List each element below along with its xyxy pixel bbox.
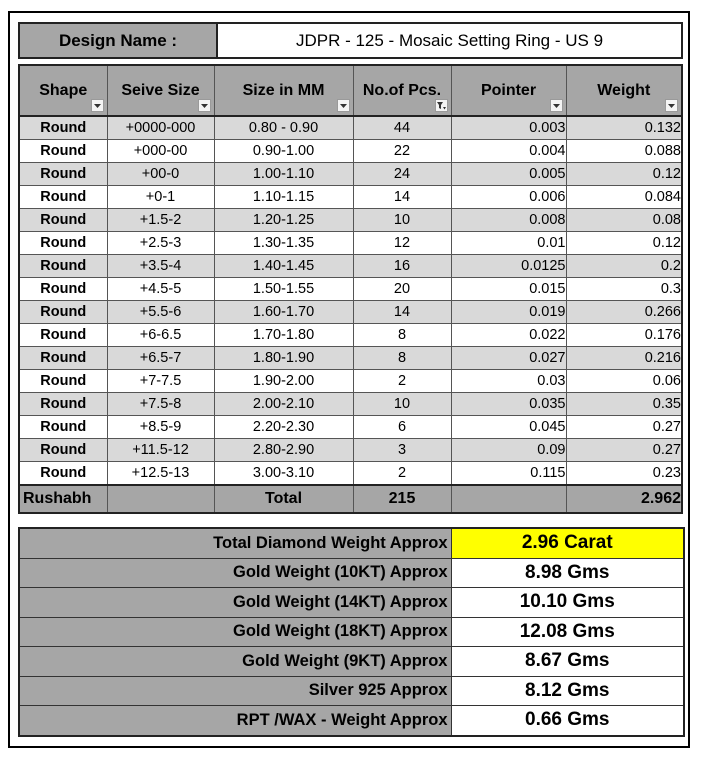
table-row bbox=[19, 163, 682, 186]
cell-shape[interactable]: Round bbox=[19, 347, 107, 370]
cell-weight[interactable]: 0.08 bbox=[566, 209, 682, 232]
cell-size-mm[interactable]: 2.00-2.10 bbox=[214, 393, 353, 416]
cell-pieces[interactable]: 12 bbox=[353, 232, 451, 255]
table-header-row bbox=[19, 65, 682, 116]
table-row bbox=[19, 278, 682, 301]
table-row bbox=[19, 416, 682, 439]
cell-weight[interactable]: 0.35 bbox=[566, 393, 682, 416]
summary-label[interactable]: RPT /WAX - Weight Approx bbox=[19, 706, 451, 736]
cell-pointer[interactable]: 0.0125 bbox=[451, 255, 566, 278]
design-name-header bbox=[18, 22, 683, 59]
cell-size-mm[interactable]: 3.00-3.10 bbox=[214, 462, 353, 486]
cell-size-mm[interactable]: 1.60-1.70 bbox=[214, 301, 353, 324]
table-row bbox=[19, 347, 682, 370]
column-header-label: No.of Pcs. bbox=[362, 81, 442, 99]
cell-size-mm[interactable]: 1.10-1.15 bbox=[214, 186, 353, 209]
summary-row bbox=[19, 588, 684, 618]
cell-shape[interactable]: Round bbox=[19, 393, 107, 416]
total-label[interactable]: Total bbox=[214, 485, 353, 513]
cell-weight[interactable]: 0.2 bbox=[566, 255, 682, 278]
cell-size-mm[interactable]: 1.40-1.45 bbox=[214, 255, 353, 278]
cell-sieve-size[interactable]: +11.5-12 bbox=[107, 439, 214, 462]
total-empty-cell[interactable] bbox=[451, 485, 566, 513]
cell-pieces[interactable]: 8 bbox=[353, 347, 451, 370]
cell-weight[interactable]: 0.27 bbox=[566, 416, 682, 439]
cell-pointer[interactable]: 0.09 bbox=[451, 439, 566, 462]
cell-pieces[interactable]: 2 bbox=[353, 370, 451, 393]
cell-sieve-size[interactable]: +6-6.5 bbox=[107, 324, 214, 347]
cell-weight[interactable]: 0.266 bbox=[566, 301, 682, 324]
total-weight[interactable]: 2.962 bbox=[566, 485, 682, 513]
table-row bbox=[19, 393, 682, 416]
cell-pieces[interactable]: 14 bbox=[353, 186, 451, 209]
design-name-label: Design Name : bbox=[20, 24, 218, 57]
design-name-value[interactable]: JDPR - 125 - Mosaic Setting Ring - US 9 bbox=[218, 24, 681, 57]
cell-sieve-size[interactable]: +1.5-2 bbox=[107, 209, 214, 232]
total-name[interactable]: Rushabh bbox=[19, 485, 107, 513]
total-pieces[interactable]: 215 bbox=[353, 485, 451, 513]
summary-value[interactable]: 2.96 Carat bbox=[451, 528, 684, 558]
cell-pieces[interactable]: 3 bbox=[353, 439, 451, 462]
summary-label[interactable]: Total Diamond Weight Approx bbox=[19, 528, 451, 558]
cell-sieve-size[interactable]: +000-00 bbox=[107, 140, 214, 163]
summary-value[interactable]: 10.10 Gms bbox=[451, 588, 684, 618]
cell-weight[interactable]: 0.23 bbox=[566, 462, 682, 486]
cell-size-mm[interactable]: 1.80-1.90 bbox=[214, 347, 353, 370]
cell-pointer[interactable]: 0.005 bbox=[451, 163, 566, 186]
cell-shape[interactable]: Round bbox=[19, 278, 107, 301]
cell-pointer[interactable]: 0.045 bbox=[451, 416, 566, 439]
cell-pointer[interactable]: 0.035 bbox=[451, 393, 566, 416]
cell-weight[interactable]: 0.216 bbox=[566, 347, 682, 370]
cell-pointer[interactable]: 0.015 bbox=[451, 278, 566, 301]
column-header-label: Pointer bbox=[480, 81, 537, 99]
cell-sieve-size[interactable]: +7.5-8 bbox=[107, 393, 214, 416]
cell-pointer[interactable]: 0.03 bbox=[451, 370, 566, 393]
cell-sieve-size[interactable]: +0-1 bbox=[107, 186, 214, 209]
cell-sieve-size[interactable]: +5.5-6 bbox=[107, 301, 214, 324]
summary-value[interactable]: 8.12 Gms bbox=[451, 676, 684, 706]
cell-sieve-size[interactable]: +8.5-9 bbox=[107, 416, 214, 439]
summary-value[interactable]: 12.08 Gms bbox=[451, 617, 684, 647]
cell-shape[interactable]: Round bbox=[19, 186, 107, 209]
stone-details-table bbox=[18, 64, 683, 514]
cell-sieve-size[interactable]: +3.5-4 bbox=[107, 255, 214, 278]
cell-pieces[interactable]: 20 bbox=[353, 278, 451, 301]
cell-sieve-size[interactable]: +4.5-5 bbox=[107, 278, 214, 301]
column-header-pointer bbox=[451, 65, 566, 116]
cell-pieces[interactable]: 6 bbox=[353, 416, 451, 439]
cell-pieces[interactable]: 24 bbox=[353, 163, 451, 186]
table-row bbox=[19, 186, 682, 209]
column-header-label: Seive Size bbox=[121, 81, 200, 99]
column-header-size-mm bbox=[214, 65, 353, 116]
cell-pointer[interactable]: 0.008 bbox=[451, 209, 566, 232]
cell-weight[interactable]: 0.06 bbox=[566, 370, 682, 393]
cell-weight[interactable]: 0.27 bbox=[566, 439, 682, 462]
column-header-label: Size in MM bbox=[242, 81, 325, 99]
total-row bbox=[19, 485, 682, 513]
cell-shape[interactable]: Round bbox=[19, 416, 107, 439]
column-header-pieces bbox=[353, 65, 451, 116]
summary-row bbox=[19, 528, 684, 558]
summary-label[interactable]: Gold Weight (10KT) Approx bbox=[19, 558, 451, 588]
summary-label[interactable]: Gold Weight (18KT) Approx bbox=[19, 617, 451, 647]
cell-shape[interactable]: Round bbox=[19, 301, 107, 324]
cell-shape[interactable]: Round bbox=[19, 324, 107, 347]
table-row bbox=[19, 462, 682, 486]
summary-row bbox=[19, 706, 684, 736]
cell-shape[interactable]: Round bbox=[19, 370, 107, 393]
dropdown-arrow-icon[interactable] bbox=[337, 99, 350, 112]
cell-pieces[interactable]: 22 bbox=[353, 140, 451, 163]
cell-size-mm[interactable]: 2.20-2.30 bbox=[214, 416, 353, 439]
filter-funnel-icon[interactable] bbox=[435, 99, 448, 112]
summary-label[interactable]: Silver 925 Approx bbox=[19, 676, 451, 706]
summary-row bbox=[19, 647, 684, 677]
column-header-shape bbox=[19, 65, 107, 116]
cell-pieces[interactable]: 8 bbox=[353, 324, 451, 347]
table-row bbox=[19, 370, 682, 393]
cell-size-mm[interactable]: 1.20-1.25 bbox=[214, 209, 353, 232]
column-header-sieve-size bbox=[107, 65, 214, 116]
cell-sieve-size[interactable]: +00-0 bbox=[107, 163, 214, 186]
cell-pointer[interactable]: 0.019 bbox=[451, 301, 566, 324]
summary-value[interactable]: 8.67 Gms bbox=[451, 647, 684, 677]
summary-label[interactable]: Gold Weight (9KT) Approx bbox=[19, 647, 451, 677]
table-row bbox=[19, 439, 682, 462]
column-header-label: Weight bbox=[597, 81, 651, 99]
cell-pieces[interactable]: 14 bbox=[353, 301, 451, 324]
cell-sieve-size[interactable]: +0000-000 bbox=[107, 116, 214, 140]
cell-shape[interactable]: Round bbox=[19, 116, 107, 140]
summary-row bbox=[19, 558, 684, 588]
cell-sieve-size[interactable]: +6.5-7 bbox=[107, 347, 214, 370]
cell-size-mm[interactable]: 1.70-1.80 bbox=[214, 324, 353, 347]
cell-pointer[interactable]: 0.022 bbox=[451, 324, 566, 347]
summary-value[interactable]: 8.98 Gms bbox=[451, 558, 684, 588]
dropdown-arrow-icon[interactable] bbox=[665, 99, 678, 112]
cell-shape[interactable]: Round bbox=[19, 232, 107, 255]
cell-size-mm[interactable]: 0.90-1.00 bbox=[214, 140, 353, 163]
cell-size-mm[interactable]: 1.50-1.55 bbox=[214, 278, 353, 301]
dropdown-arrow-icon[interactable] bbox=[198, 99, 211, 112]
summary-row bbox=[19, 617, 684, 647]
dropdown-arrow-icon[interactable] bbox=[91, 99, 104, 112]
cell-weight[interactable]: 0.088 bbox=[566, 140, 682, 163]
cell-shape[interactable]: Round bbox=[19, 140, 107, 163]
summary-body bbox=[19, 528, 684, 736]
cell-size-mm[interactable]: 1.90-2.00 bbox=[214, 370, 353, 393]
total-empty-cell[interactable] bbox=[107, 485, 214, 513]
dropdown-arrow-icon[interactable] bbox=[550, 99, 563, 112]
cell-pieces[interactable]: 16 bbox=[353, 255, 451, 278]
cell-pointer[interactable]: 0.115 bbox=[451, 462, 566, 486]
cell-weight[interactable]: 0.132 bbox=[566, 116, 682, 140]
cell-shape[interactable]: Round bbox=[19, 209, 107, 232]
cell-pointer[interactable]: 0.027 bbox=[451, 347, 566, 370]
cell-size-mm[interactable]: 1.00-1.10 bbox=[214, 163, 353, 186]
weight-summary-table bbox=[18, 527, 685, 737]
cell-sieve-size[interactable]: +12.5-13 bbox=[107, 462, 214, 486]
table-row bbox=[19, 209, 682, 232]
cell-shape[interactable]: Round bbox=[19, 255, 107, 278]
table-row bbox=[19, 324, 682, 347]
table-body bbox=[19, 116, 682, 485]
cell-sieve-size[interactable]: +7-7.5 bbox=[107, 370, 214, 393]
cell-pointer[interactable]: 0.003 bbox=[451, 116, 566, 140]
cell-size-mm[interactable]: 1.30-1.35 bbox=[214, 232, 353, 255]
table-row bbox=[19, 232, 682, 255]
column-header-weight bbox=[566, 65, 682, 116]
cell-shape[interactable]: Round bbox=[19, 462, 107, 486]
cell-shape[interactable]: Round bbox=[19, 439, 107, 462]
cell-size-mm[interactable]: 0.80 - 0.90 bbox=[214, 116, 353, 140]
cell-pointer[interactable]: 0.006 bbox=[451, 186, 566, 209]
table-row bbox=[19, 116, 682, 140]
cell-pointer[interactable]: 0.004 bbox=[451, 140, 566, 163]
cell-weight[interactable]: 0.3 bbox=[566, 278, 682, 301]
cell-weight[interactable]: 0.176 bbox=[566, 324, 682, 347]
cell-size-mm[interactable]: 2.80-2.90 bbox=[214, 439, 353, 462]
cell-pieces[interactable]: 44 bbox=[353, 116, 451, 140]
cell-pieces[interactable]: 10 bbox=[353, 393, 451, 416]
table-row bbox=[19, 140, 682, 163]
cell-sieve-size[interactable]: +2.5-3 bbox=[107, 232, 214, 255]
cell-weight[interactable]: 0.12 bbox=[566, 163, 682, 186]
table-row bbox=[19, 301, 682, 324]
summary-row bbox=[19, 676, 684, 706]
cell-shape[interactable]: Round bbox=[19, 163, 107, 186]
column-header-label: Shape bbox=[39, 81, 88, 99]
cell-pieces[interactable]: 10 bbox=[353, 209, 451, 232]
cell-weight[interactable]: 0.12 bbox=[566, 232, 682, 255]
summary-label[interactable]: Gold Weight (14KT) Approx bbox=[19, 588, 451, 618]
cell-pointer[interactable]: 0.01 bbox=[451, 232, 566, 255]
cell-pieces[interactable]: 2 bbox=[353, 462, 451, 486]
summary-value[interactable]: 0.66 Gms bbox=[451, 706, 684, 736]
table-row bbox=[19, 255, 682, 278]
cell-weight[interactable]: 0.084 bbox=[566, 186, 682, 209]
